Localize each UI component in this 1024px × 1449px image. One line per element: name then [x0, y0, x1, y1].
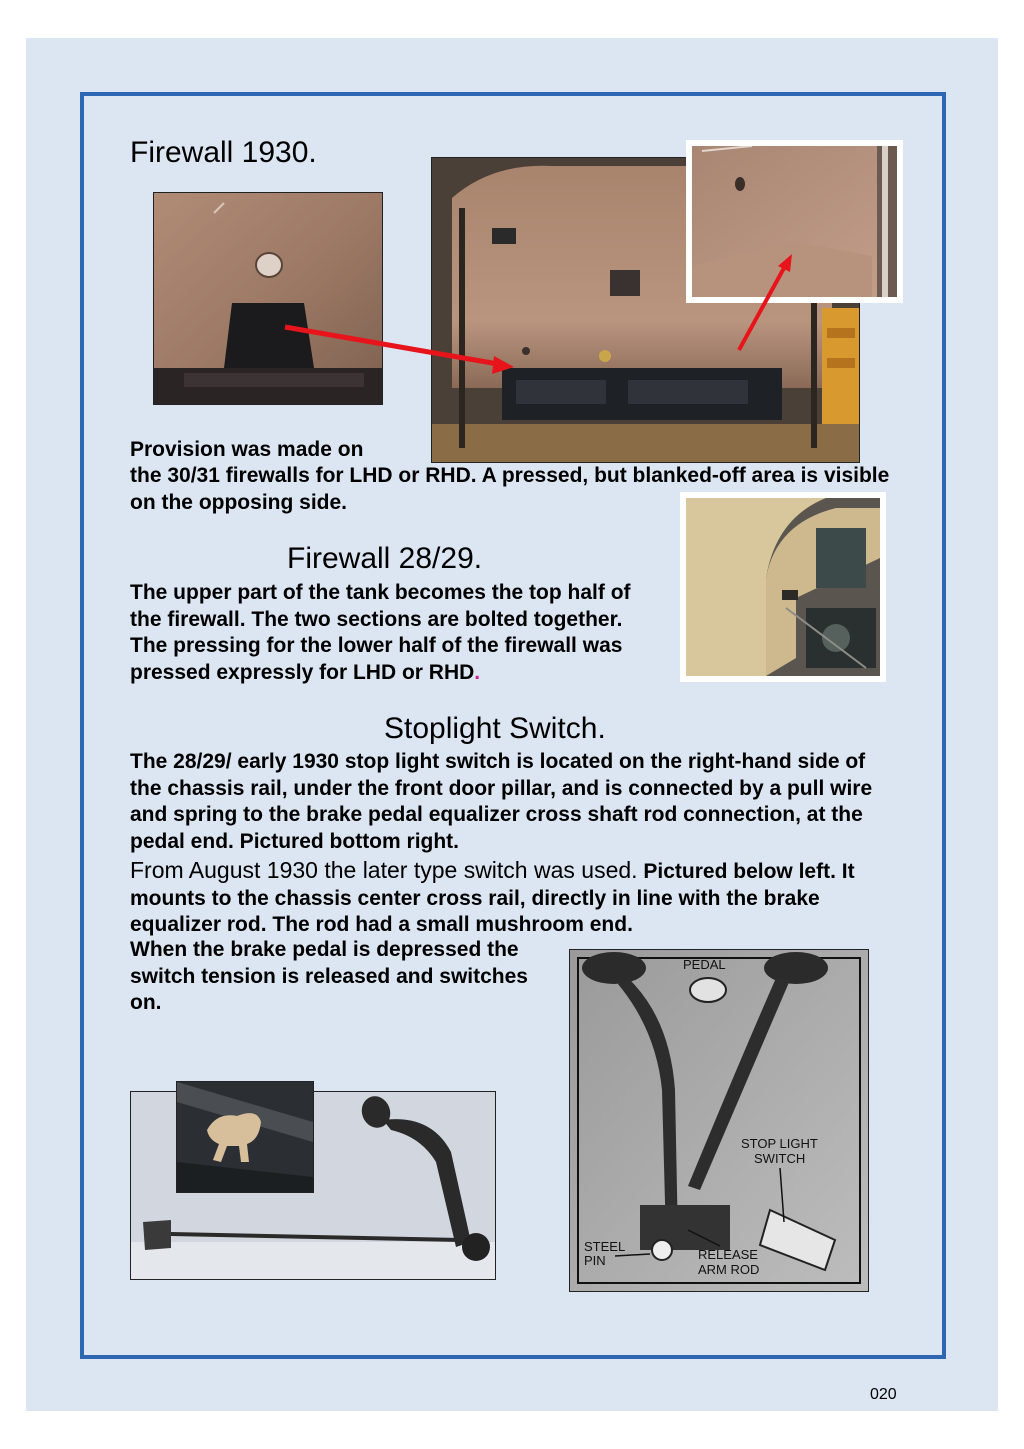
arrow-head-1	[492, 356, 514, 374]
label-pin: PIN	[584, 1253, 606, 1268]
stoplight-para2-lead: From August 1930 the later type switch was used.	[130, 857, 638, 883]
heading-firewall-1930: Firewall 1930.	[130, 136, 317, 169]
page-number: 020	[870, 1386, 897, 1403]
label-pedal: PEDAL	[683, 957, 726, 972]
firewall-2829-body: The upper part of the tank becomes the top half of the firewall. The two sections are bolted together. The pressing for the lower half of the firewall was pressed expressly for LHD or RHD	[130, 581, 631, 684]
label-steel: STEEL	[584, 1239, 626, 1254]
firewall-1930-text-line1: Provision was made on	[130, 438, 364, 461]
label-release: RELEASE	[698, 1247, 758, 1262]
label-stop-light: STOP LIGHT	[741, 1136, 818, 1151]
stoplight-para1: The 28/29/ early 1930 stop light switch is located on the right-hand side of the chassis rail, under the front door pillar, and is connected by a pull wire and spring to the brake pedal equalizer cross shaft rod connection, at the pedal end. Pictured bottom right.	[130, 750, 873, 853]
label-arm-rod: ARM ROD	[698, 1262, 760, 1277]
arrow-to-inset	[739, 268, 784, 350]
firewall-2829-trailing-mark: .	[474, 660, 481, 684]
label-switch: SWITCH	[754, 1151, 806, 1166]
photo-switch-closeup	[176, 1081, 314, 1193]
diagram-stoplight-switch	[569, 949, 869, 1292]
arrow-closeup-to-firewall	[285, 327, 498, 364]
stoplight-para3: When the brake pedal is depressed the switch tension is released and switches on.	[130, 938, 528, 1014]
firewall-1930-text-rest: the 30/31 firewalls for LHD or RHD. A pressed, but blanked-off area is visible on the opposing side.	[130, 464, 890, 514]
stoplight-para2	[130, 857, 900, 939]
firewall-2829-text	[130, 580, 660, 686]
heading-stoplight-switch: Stoplight Switch.	[384, 712, 606, 745]
heading-firewall-2829: Firewall 28/29.	[287, 542, 483, 575]
arrow-head-2	[778, 254, 792, 272]
stoplight-para2-rest: Pictured below left. It mounts to the chassis center cross rail, directly in line with the brake equalizer rod. The rod had a small mushroom end.	[130, 860, 855, 936]
photo-firewall-2829	[686, 498, 880, 676]
